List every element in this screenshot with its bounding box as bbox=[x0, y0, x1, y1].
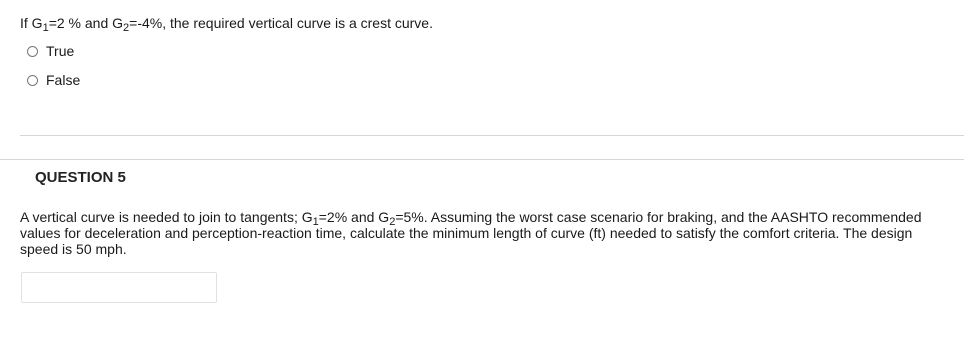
q4-subscript-1: 1 bbox=[42, 22, 49, 34]
q4-prompt-prefix: If G bbox=[20, 15, 43, 31]
divider bbox=[20, 135, 964, 136]
q4-prompt-mid: =2 % and G bbox=[48, 15, 124, 31]
q5-prompt-part1: A vertical curve is needed to join to tangents; G bbox=[20, 209, 313, 225]
option-false-label: False bbox=[46, 72, 81, 88]
radio-false[interactable] bbox=[27, 75, 38, 86]
option-false[interactable] bbox=[27, 72, 80, 88]
radio-true[interactable] bbox=[27, 46, 38, 57]
question-separator bbox=[0, 159, 964, 160]
question-5-heading: QUESTION 5 bbox=[35, 169, 126, 186]
question-5-prompt bbox=[20, 209, 950, 257]
q4-prompt-suffix: =-4%, the required vertical curve is a crest curve. bbox=[129, 15, 433, 31]
q5-prompt-part2: =2% and G bbox=[318, 209, 390, 225]
q5-subscript-1: 1 bbox=[312, 216, 319, 228]
option-true-label: True bbox=[46, 43, 75, 59]
option-true[interactable] bbox=[27, 43, 74, 59]
answer-input[interactable] bbox=[21, 272, 217, 303]
q5-prompt-part3: =5%. Assuming the worst case scenario for braking, and the AASHTO recommended values for deceleration and perception-reaction time, calculate the minimum length of curve (ft) needed to satisfy the comfort criteria. The design speed is 50 mph. bbox=[20, 209, 922, 257]
question-4-prompt bbox=[20, 14, 433, 32]
q4-subscript-2: 2 bbox=[123, 22, 130, 34]
q5-subscript-2: 2 bbox=[389, 216, 396, 228]
